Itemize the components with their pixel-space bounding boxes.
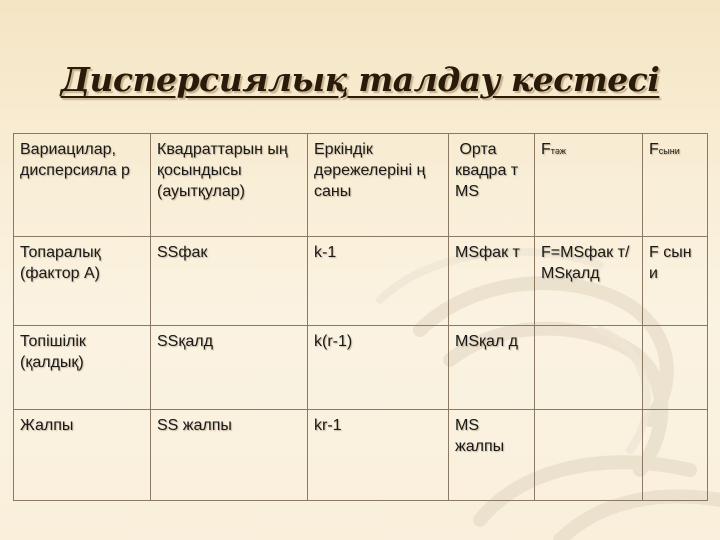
table-cell xyxy=(14,410,151,501)
header-cell-f-experimental xyxy=(535,134,643,237)
cell-text: SS жалпы xyxy=(157,417,232,434)
table-cell xyxy=(151,326,308,410)
table-cell xyxy=(449,237,535,326)
cell-text: SSфак xyxy=(157,244,208,261)
table-cell xyxy=(308,237,449,326)
header-subscript: сыни xyxy=(658,146,680,156)
table-cell xyxy=(449,410,535,501)
cell-text: MS жалпы xyxy=(455,417,505,455)
header-text: Квадраттарын ың қосындысы (ауытқулар) xyxy=(157,141,288,200)
cell-text: Топішілік (қалдық) xyxy=(20,333,86,371)
cell-text: SSқалд xyxy=(157,333,213,350)
table-cell xyxy=(643,410,708,501)
table-cell xyxy=(151,410,308,501)
table-row xyxy=(14,326,708,410)
table-row xyxy=(14,237,708,326)
cell-text: k(r-1) xyxy=(314,333,353,350)
cell-text: MSфак т xyxy=(455,244,520,261)
table-cell xyxy=(535,410,643,501)
table-cell xyxy=(535,237,643,326)
cell-text: kr-1 xyxy=(314,417,342,434)
header-text: F xyxy=(541,141,551,158)
cell-text: MSқал д xyxy=(455,333,519,350)
cell-text: F=MSфак т/ MSқалд xyxy=(541,244,630,282)
table-cell xyxy=(308,410,449,501)
table-cell xyxy=(308,326,449,410)
page-title: Дисперсиялық талдау кестесі xyxy=(60,60,660,99)
anova-table xyxy=(13,133,708,501)
header-text: Орта квадра т MS xyxy=(455,141,523,200)
table-cell xyxy=(643,237,708,326)
header-cell-variation xyxy=(14,134,151,237)
table-row xyxy=(14,410,708,501)
table-cell xyxy=(151,237,308,326)
cell-text: Топаралық (фактор А) xyxy=(20,244,101,282)
header-cell-degrees-of-freedom xyxy=(308,134,449,237)
table-header-row xyxy=(14,134,708,237)
header-cell-f-critical xyxy=(643,134,708,237)
table-cell xyxy=(449,326,535,410)
table-cell xyxy=(14,326,151,410)
header-text: Вариацилар, дисперсияла р xyxy=(20,141,130,179)
table-cell xyxy=(535,326,643,410)
header-cell-sum-of-squares xyxy=(151,134,308,237)
cell-text: k-1 xyxy=(314,244,337,261)
header-cell-mean-square xyxy=(449,134,535,237)
cell-text: Жалпы xyxy=(20,417,74,434)
header-subscript: тәж xyxy=(550,146,566,156)
header-text: F xyxy=(649,141,659,158)
table-cell xyxy=(643,326,708,410)
table-cell xyxy=(14,237,151,326)
header-text: Еркіндік дәрежелеріні ң саны xyxy=(314,141,426,200)
cell-text: F сын и xyxy=(649,244,692,282)
